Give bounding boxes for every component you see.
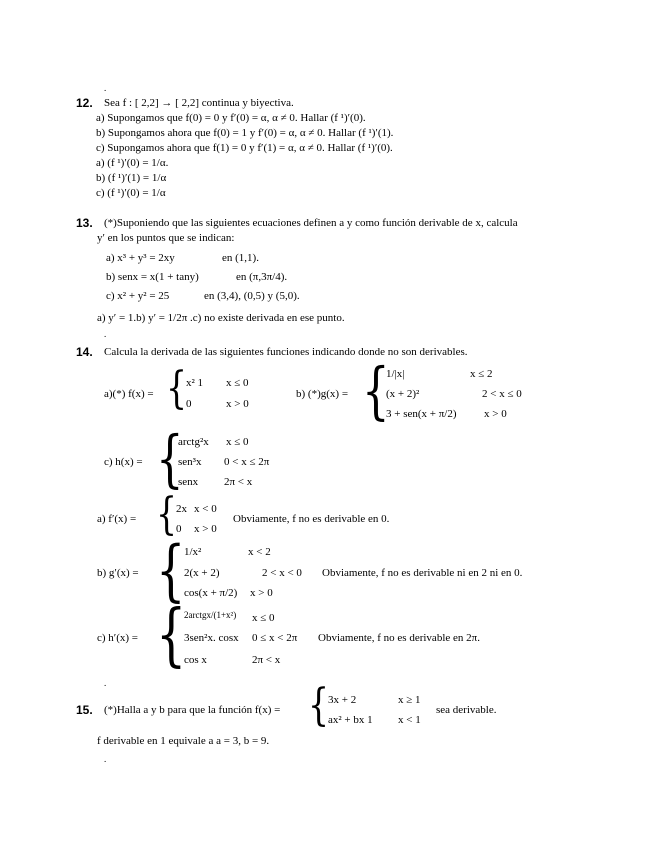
- piece-cond: 2π < x: [224, 476, 253, 488]
- part-a: a) Supongamos que f(0) = 0 y f′(0) = α, α ≠ 0. Hallar (f ¹)′(0).: [96, 112, 366, 124]
- piece-cond: x ≤ 0: [252, 612, 275, 624]
- left-brace: {: [156, 422, 184, 495]
- answer-b: b) (f ¹)′(1) = 1/α: [96, 172, 167, 184]
- piece-cond: 2 < x < 0: [262, 567, 302, 579]
- piece-cond: x ≤ 0: [226, 377, 249, 389]
- function-g-label: b) (*)g(x) =: [296, 388, 349, 400]
- left-brace: {: [362, 354, 390, 427]
- left-brace: {: [308, 680, 329, 731]
- piece-expr: arctg²x: [178, 436, 209, 448]
- piece-cond: x > 0: [484, 408, 507, 420]
- equation-b: b) senx = x(1 + tany): [106, 271, 199, 283]
- problem-statement: Sea f : [ 2,2] → [ 2,2] continua y biyectiva.: [104, 97, 294, 109]
- problem-statement: (*)Halla a y b para que la función f(x) =: [104, 704, 281, 716]
- piece-expr: sen³x: [178, 456, 202, 468]
- piece-cond: 0 < x ≤ 2π: [224, 456, 270, 468]
- piece-expr: 3x + 2: [328, 694, 357, 706]
- derivative-note: Obviamente, f no es derivable en 0.: [233, 513, 390, 525]
- piece-expr: 2x: [176, 503, 187, 515]
- piece-cond: 2 < x ≤ 0: [482, 388, 522, 400]
- function-f-label: a)(*) f(x) =: [104, 388, 154, 400]
- answer-c: c) (f ¹)′(0) = 1/α: [96, 187, 166, 199]
- piece-cond: x ≤ 0: [226, 436, 249, 448]
- function-h-label: c) h(x) =: [104, 456, 143, 468]
- answer: f derivable en 1 equivale a a = 3, b = 9.: [97, 735, 270, 747]
- problem-number: 12.: [76, 96, 93, 110]
- piece-cond: x > 0: [194, 523, 217, 535]
- problem-statement-tail: sea derivable.: [436, 704, 497, 716]
- left-brace: {: [166, 363, 187, 414]
- piece-cond: x < 1: [398, 714, 421, 726]
- piece-expr: ax² + bx 1: [328, 714, 373, 726]
- problem-statement: Calcula la derivada de las siguientes funciones indicando donde no son derivables.: [104, 346, 468, 358]
- problem-number: 15.: [76, 703, 93, 717]
- piece-cond: x < 2: [248, 546, 271, 558]
- equation-c: c) x² + y² = 25: [106, 290, 170, 302]
- piece-expr: 0: [176, 523, 182, 535]
- piece-cond: x > 0: [226, 398, 249, 410]
- piece-expr: x² 1: [186, 377, 204, 389]
- derivative-g-label: b) g′(x) =: [97, 567, 139, 579]
- piece-cond: x < 0: [194, 503, 217, 515]
- piece-expr: 3sen²x. cosx: [184, 632, 239, 644]
- answer-a: a) (f ¹)′(0) = 1/α.: [96, 157, 169, 169]
- piece-expr: 1/|x|: [386, 368, 405, 380]
- piece-cond: x ≥ 1: [398, 694, 421, 706]
- point-b: en (π,3π/4).: [236, 271, 288, 283]
- point-a: en (1,1).: [222, 252, 259, 264]
- stray-dot: .: [104, 83, 107, 93]
- derivative-f-label: a) f′(x) =: [97, 513, 137, 525]
- stray-dot: .: [104, 329, 107, 339]
- piece-cond: x > 0: [250, 587, 273, 599]
- piece-cond: x ≤ 2: [470, 368, 493, 380]
- left-brace: {: [156, 489, 177, 540]
- left-brace: {: [156, 596, 187, 675]
- piece-expr: cos(x + π/2): [184, 587, 238, 599]
- left-brace: {: [156, 532, 186, 609]
- problem-statement-cont: y′ en los puntos que se indican:: [97, 232, 235, 244]
- problem-number: 14.: [76, 345, 93, 359]
- problem-statement: (*)Suponiendo que las siguientes ecuaciones definen a y como función derivable de x, calcula: [104, 217, 518, 229]
- stray-dot: .: [104, 754, 107, 764]
- piece-expr: 2arctgx/(1+x²): [184, 610, 237, 620]
- piece-expr: 3 + sen(x + π/2): [386, 408, 457, 420]
- piece-expr: (x + 2)²: [386, 388, 420, 400]
- piece-expr: senx: [178, 476, 199, 488]
- stray-dot: .: [104, 678, 107, 688]
- derivative-note: Obviamente, f no es derivable en 2π.: [318, 632, 480, 644]
- part-c: c) Supongamos ahora que f(1) = 0 y f′(1) = α, α ≠ 0. Hallar (f ¹)′(0).: [96, 142, 393, 154]
- equation-a: a) x³ + y³ = 2xy: [106, 252, 175, 264]
- piece-expr: 0: [186, 398, 192, 410]
- derivative-h-label: c) h′(x) =: [97, 632, 138, 644]
- point-c: en (3,4), (0,5) y (5,0).: [204, 290, 300, 302]
- part-b: b) Supongamos ahora que f(0) = 1 y f′(0) = α, α ≠ 0. Hallar (f ¹)′(1).: [96, 127, 394, 139]
- answers: a) y′ = 1.b) y′ = 1/2π .c) no existe derivada en ese punto.: [97, 312, 345, 324]
- derivative-note: Obviamente, f no es derivable ni en 2 ni en 0.: [322, 567, 523, 579]
- piece-expr: 1/x²: [184, 546, 202, 558]
- piece-expr: 2(x + 2): [184, 567, 220, 579]
- piece-cond: 2π < x: [252, 654, 281, 666]
- problem-number: 13.: [76, 216, 93, 230]
- piece-expr: cos x: [184, 654, 207, 666]
- piece-cond: 0 ≤ x < 2π: [252, 632, 298, 644]
